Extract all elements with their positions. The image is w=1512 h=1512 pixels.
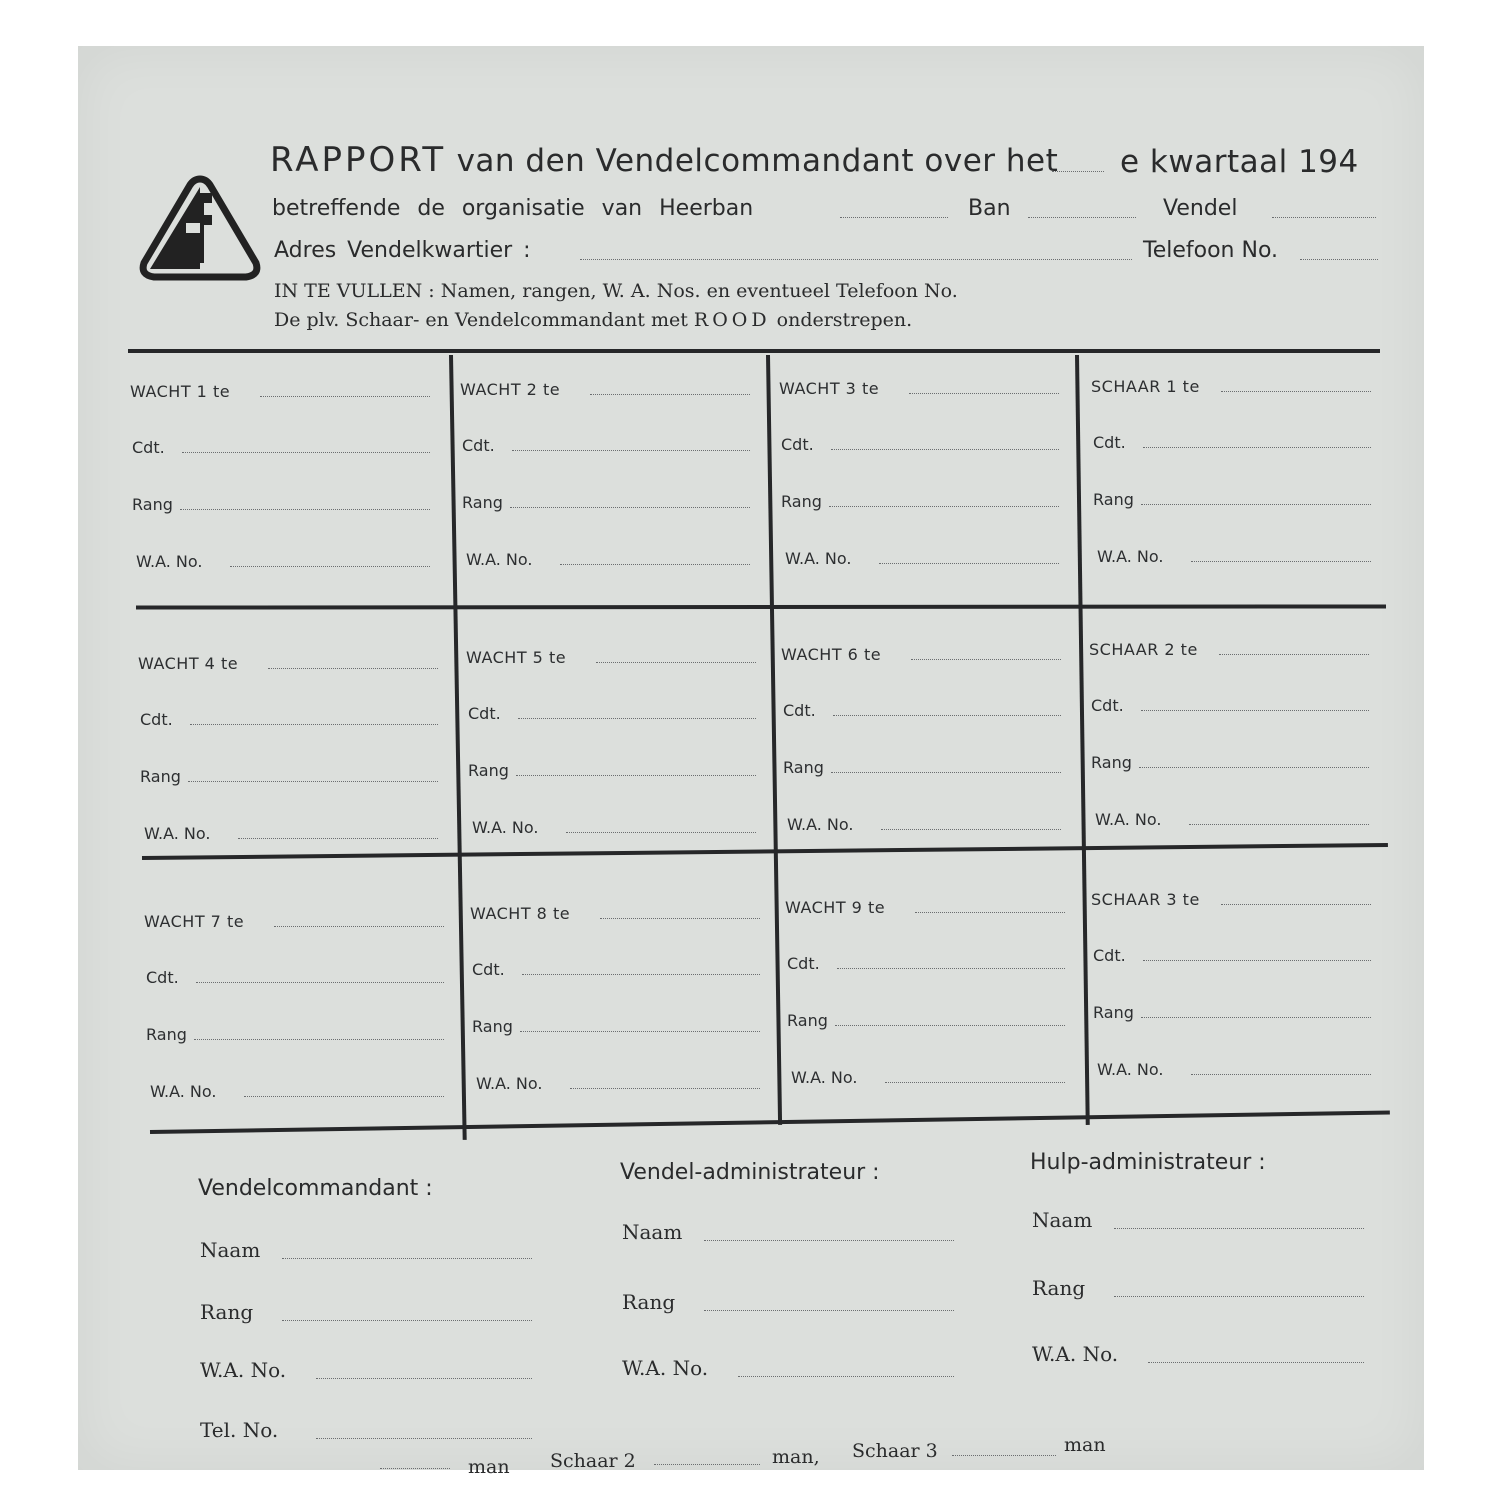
signature-heading: Hulp-administrateur :	[1030, 1150, 1266, 1175]
cell-wa-no-label: W.A. No.	[787, 815, 854, 834]
instruction-text-a: De plv. Schaar- en Vendelcommandant met	[274, 309, 688, 331]
cell-location-field[interactable]	[1219, 654, 1369, 655]
cell-cdt-label: Cdt.	[781, 435, 814, 454]
cell-location-field[interactable]	[1221, 904, 1371, 905]
organisation-logo	[138, 175, 262, 283]
cell-cdt-field[interactable]	[518, 718, 756, 719]
cell-wa-no-field[interactable]	[881, 829, 1061, 830]
cell-wa-no-field[interactable]	[1191, 561, 1371, 562]
instruction-line-1	[274, 280, 958, 302]
cell-wa-no-label: W.A. No.	[1097, 1060, 1164, 1079]
heerban-label: betreffende de organisatie van Heerban	[272, 196, 754, 221]
cell-rang-field[interactable]	[831, 772, 1061, 773]
cell-title: WACHT 6 te	[781, 645, 882, 664]
cell-cdt-field[interactable]	[522, 974, 760, 975]
cell-rang-field[interactable]	[829, 506, 1059, 507]
signature-rang-field[interactable]	[282, 1320, 532, 1321]
signature-naam-label: Naam	[622, 1220, 683, 1244]
cell-title: SCHAAR 3 te	[1091, 890, 1200, 909]
cell-rang-field[interactable]	[1139, 767, 1369, 768]
cell-rang-label: Rang	[132, 495, 173, 514]
cell-cdt-field[interactable]	[831, 449, 1059, 450]
man-label-2: man,	[772, 1446, 820, 1468]
title-rapport: RAPPORT	[270, 140, 447, 180]
heerban-field[interactable]	[840, 217, 948, 218]
cell-wa-no-field[interactable]	[1189, 824, 1369, 825]
cell-wa-no-label: W.A. No.	[785, 549, 852, 568]
signature-rang-label: Rang	[200, 1300, 254, 1324]
vendel-field[interactable]	[1272, 217, 1376, 218]
cell-cdt-label: Cdt.	[783, 701, 816, 720]
cell-rang-label: Rang	[472, 1017, 513, 1036]
cell-wa-no-field[interactable]	[1191, 1074, 1371, 1075]
phone-field[interactable]	[1300, 259, 1378, 260]
cell-location-field[interactable]	[1221, 391, 1371, 392]
cell-rang-label: Rang	[1093, 1003, 1134, 1022]
cell-rang-field[interactable]	[520, 1031, 760, 1032]
cell-wa-no-label: W.A. No.	[136, 552, 203, 571]
cell-wa-no-label: W.A. No.	[1095, 810, 1162, 829]
cell-cdt-field[interactable]	[833, 715, 1061, 716]
cell-wa-no-label: W.A. No.	[476, 1074, 543, 1093]
cell-cdt-label: Cdt.	[468, 704, 501, 723]
cell-wa-no-label: W.A. No.	[791, 1068, 858, 1087]
cell-cdt-field[interactable]	[182, 452, 430, 453]
cell-cdt-field[interactable]	[837, 968, 1065, 969]
cell-title: WACHT 4 te	[138, 654, 239, 673]
cell-cdt-label: Cdt.	[787, 954, 820, 973]
cell-rang-label: Rang	[146, 1025, 187, 1044]
ban-field[interactable]	[1028, 217, 1136, 218]
cell-wa-no-field[interactable]	[885, 1082, 1065, 1083]
title-text: van den Vendelcommandant over het	[456, 143, 1059, 179]
cell-rang-field[interactable]	[835, 1025, 1065, 1026]
signature-wa-field[interactable]	[316, 1378, 532, 1379]
cell-wa-no-label: W.A. No.	[150, 1082, 217, 1101]
cell-cdt-label: Cdt.	[140, 710, 173, 729]
cell-rang-label: Rang	[783, 758, 824, 777]
instruction-text-b: onderstrepen.	[776, 309, 913, 331]
cell-title: SCHAAR 1 te	[1091, 377, 1200, 396]
cell-rang-label: Rang	[140, 767, 181, 786]
signature-rang-label: Rang	[1032, 1276, 1086, 1300]
cell-location-field[interactable]	[596, 662, 756, 663]
cell-cdt-field[interactable]	[512, 450, 750, 451]
man-label-1: man	[468, 1456, 510, 1478]
cell-wa-no-label: W.A. No.	[466, 550, 533, 569]
cell-cdt-label: Cdt.	[1093, 433, 1126, 452]
cell-rang-field[interactable]	[194, 1039, 444, 1040]
instruction-rood: ROOD	[693, 309, 771, 331]
signature-rang-field[interactable]	[704, 1310, 954, 1311]
instruction-text: Namen, rangen, W. A. Nos. en eventueel Telefoon No.	[440, 280, 958, 302]
signature-naam-label: Naam	[200, 1238, 261, 1262]
cell-location-field[interactable]	[911, 659, 1061, 660]
schaar1-count-field[interactable]	[380, 1468, 450, 1469]
cell-location-field[interactable]	[260, 396, 430, 397]
instruction-line-2	[274, 309, 912, 331]
cell-cdt-field[interactable]	[1143, 447, 1371, 448]
signature-naam-field[interactable]	[282, 1258, 532, 1259]
cell-wa-no-field[interactable]	[566, 832, 756, 833]
cell-title: WACHT 9 te	[785, 898, 886, 917]
signature-rang-label: Rang	[622, 1290, 676, 1314]
ban-label: Ban	[968, 196, 1011, 221]
cell-wa-no-field[interactable]	[244, 1096, 444, 1097]
cell-cdt-field[interactable]	[1143, 960, 1371, 961]
signature-wa-field[interactable]	[1148, 1362, 1364, 1363]
cell-wa-no-field[interactable]	[570, 1088, 760, 1089]
cell-location-field[interactable]	[274, 926, 444, 927]
schaar3-count-field[interactable]	[952, 1455, 1056, 1456]
cell-title: SCHAAR 2 te	[1089, 640, 1198, 659]
instruction-lead: IN TE VULLEN :	[274, 280, 435, 302]
cell-location-field[interactable]	[268, 668, 438, 669]
vendel-label: Vendel	[1163, 196, 1238, 221]
cell-wa-no-field[interactable]	[560, 564, 750, 565]
signature-wa-label: W.A. No.	[200, 1358, 287, 1382]
cell-rang-label: Rang	[781, 492, 822, 511]
phone-label: Telefoon No.	[1143, 238, 1279, 263]
cell-rang-label: Rang	[462, 493, 503, 512]
cell-rang-label: Rang	[787, 1011, 828, 1030]
cell-rang-label: Rang	[468, 761, 509, 780]
cell-title: WACHT 5 te	[466, 648, 567, 667]
cell-title: WACHT 7 te	[144, 912, 245, 931]
cell-wa-no-label: W.A. No.	[472, 818, 539, 837]
signature-wa-label: W.A. No.	[1032, 1342, 1119, 1366]
cell-cdt-label: Cdt.	[132, 438, 165, 457]
signature-rang-field[interactable]	[1114, 1296, 1364, 1297]
cell-rang-field[interactable]	[510, 507, 750, 508]
cell-title: WACHT 1 te	[130, 382, 231, 401]
cell-wa-no-label: W.A. No.	[144, 824, 211, 843]
cell-wa-no-field[interactable]	[238, 838, 438, 839]
cell-rang-field[interactable]	[180, 509, 430, 510]
schaar2-label: Schaar 2	[550, 1450, 636, 1472]
cell-title: WACHT 3 te	[779, 379, 880, 398]
cell-cdt-label: Cdt.	[1091, 696, 1124, 715]
cell-wa-no-field[interactable]	[230, 566, 430, 567]
signature-tel-field[interactable]	[316, 1438, 532, 1439]
cell-cdt-label: Cdt.	[1093, 946, 1126, 965]
cell-wa-no-label: W.A. No.	[1097, 547, 1164, 566]
quarter-field[interactable]	[1052, 171, 1104, 172]
cell-rang-field[interactable]	[1141, 504, 1371, 505]
cell-cdt-label: Cdt.	[146, 968, 179, 987]
cell-rang-field[interactable]	[188, 781, 438, 782]
cell-location-field[interactable]	[915, 912, 1065, 913]
schaar3-label: Schaar 3	[852, 1440, 938, 1462]
cell-title: WACHT 8 te	[470, 904, 571, 923]
cell-wa-no-field[interactable]	[879, 563, 1059, 564]
signature-naam-field[interactable]	[704, 1240, 954, 1241]
signature-wa-label: W.A. No.	[622, 1356, 709, 1380]
schaar2-count-field[interactable]	[654, 1464, 760, 1465]
cell-cdt-field[interactable]	[190, 724, 438, 725]
cell-cdt-label: Cdt.	[462, 436, 495, 455]
signature-wa-field[interactable]	[738, 1376, 954, 1377]
cell-cdt-field[interactable]	[196, 982, 444, 983]
signature-heading: Vendelcommandant :	[198, 1176, 433, 1201]
grid-top-rule	[128, 349, 1380, 353]
cell-location-field[interactable]	[590, 394, 750, 395]
cell-cdt-field[interactable]	[1141, 710, 1369, 711]
signature-naam-label: Naam	[1032, 1208, 1093, 1232]
report-title	[270, 140, 1058, 180]
address-label: Adres Vendelkwartier :	[274, 238, 531, 263]
man-label-3: man	[1064, 1434, 1106, 1456]
signature-heading: Vendel-administrateur :	[620, 1160, 880, 1185]
cell-location-field[interactable]	[600, 918, 760, 919]
title-suffix: e kwartaal 194	[1120, 144, 1359, 180]
cell-rang-field[interactable]	[1141, 1017, 1371, 1018]
cell-location-field[interactable]	[909, 393, 1059, 394]
cell-rang-label: Rang	[1093, 490, 1134, 509]
cell-cdt-label: Cdt.	[472, 960, 505, 979]
address-field[interactable]	[580, 259, 1132, 260]
signature-naam-field[interactable]	[1114, 1228, 1364, 1229]
cell-rang-field[interactable]	[516, 775, 756, 776]
cell-rang-label: Rang	[1091, 753, 1132, 772]
signature-tel-label: Tel. No.	[200, 1418, 279, 1442]
cell-title: WACHT 2 te	[460, 380, 561, 399]
